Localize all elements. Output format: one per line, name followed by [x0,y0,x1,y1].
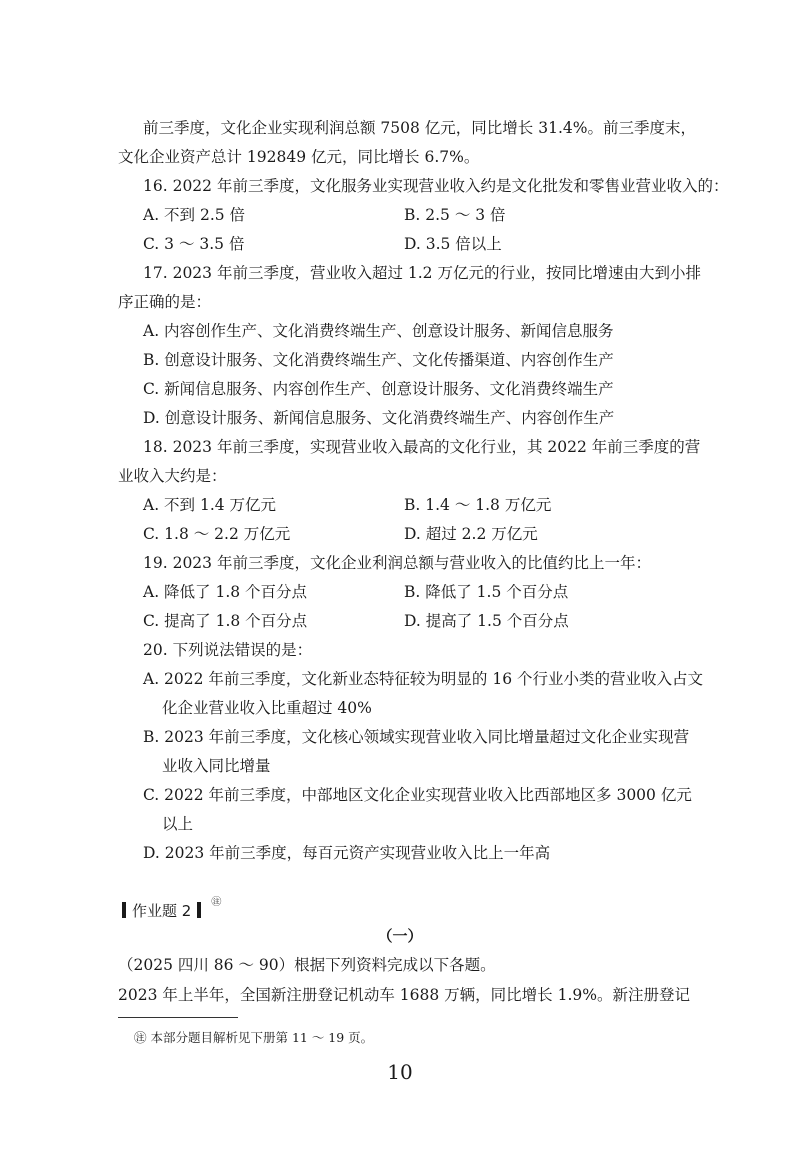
q17-option-b: B. 创意设计服务、文化消费终端生产、文化传播渠道、内容创作生产 [143,351,614,369]
q20-option-b: B. 2023 年前三季度，文化核心领域实现营业收入同比增量超过文化企业实现营 [143,728,690,746]
q18-option-c: C. 1.8 ～ 2.2 万亿元 [143,525,291,543]
page-number: 10 [387,1060,413,1084]
q17-option-a: A. 内容创作生产、文化消费终端生产、创意设计服务、新闻信息服务 [143,322,614,340]
footnote: ㊟ 本部分题目解析见下册第 11 ～ 19 页。 [134,1030,374,1045]
material-line: 2023 年上半年，全国新注册登记机动车 1688 万辆，同比增长 1.9%。新注册登记 [118,986,690,1004]
question-17-stem-cont: 序正确的是： [118,293,212,311]
section-header [122,896,222,920]
q19-option-c: C. 提高了 1.8 个百分点 [143,612,308,630]
q19-option-b: B. 降低了 1.5 个百分点 [404,583,569,601]
q20-option-c-cont: 以上 [162,815,194,833]
question-17-stem: 17. 2023 年前三季度，营业收入超过 1.2 万亿元的行业，按同比增速由大到小排 [143,264,701,282]
q17-option-c: C. 新闻信息服务、内容创作生产、创意设计服务、文化消费终端生产 [143,380,614,398]
footnote-divider [118,1017,238,1018]
q20-option-d: D. 2023 年前三季度，每百元资产实现营业收入比上一年高 [143,844,551,862]
q20-option-a-cont: 化企业营业收入比重超过 40% [162,699,372,717]
question-18-stem-cont: 业收入大约是： [118,467,227,485]
section-title: 作业题 2 [132,901,192,920]
q16-option-c: C. 3 ～ 3.5 倍 [143,235,245,253]
q20-option-a: A. 2022 年前三季度，文化新业态特征较为明显的 16 个行业小类的营业收入占文 [143,670,704,688]
q20-option-c: C. 2022 年前三季度，中部地区文化企业实现营业收入比西部地区多 3000 亿元 [143,786,692,804]
section-bar-right [197,902,201,918]
source-line: （2025 四川 86 ～ 90）根据下列资料完成以下各题。 [118,956,496,974]
q16-option-b: B. 2.5 ～ 3 倍 [404,206,506,224]
intro-line-1: 前三季度，文化企业实现利润总额 7508 亿元，同比增长 31.4%。前三季度末， [143,119,696,137]
q17-option-d: D. 创意设计服务、新闻信息服务、文化消费终端生产、内容创作生产 [143,409,615,427]
question-19-stem: 19. 2023 年前三季度，文化企业利润总额与营业收入的比值约比上一年： [143,554,651,572]
q18-option-d: D. 超过 2.2 万亿元 [404,525,538,543]
note-mark-icon: ㊟ [211,896,222,908]
section-bar-left [122,902,126,918]
q20-option-b-cont: 业收入同比增量 [162,757,271,775]
q16-option-d: D. 3.5 倍以上 [404,235,502,253]
question-20-stem: 20. 下列说法错误的是： [143,641,313,659]
group-title: （一） [377,927,423,945]
q18-option-b: B. 1.4 ～ 1.8 万亿元 [404,496,552,514]
question-18-stem: 18. 2023 年前三季度，实现营业收入最高的文化行业，其 2022 年前三季度的营 [143,438,701,456]
question-16-stem: 16. 2022 年前三季度，文化服务业实现营业收入约是文化批发和零售业营业收入的： [143,177,729,195]
q19-option-a: A. 降低了 1.8 个百分点 [143,583,308,601]
q19-option-d: D. 提高了 1.5 个百分点 [404,612,569,630]
q16-option-a: A. 不到 2.5 倍 [143,206,246,224]
intro-line-2: 文化企业资产总计 192849 亿元，同比增长 6.7%。 [118,148,480,166]
q18-option-a: A. 不到 1.4 万亿元 [143,496,277,514]
